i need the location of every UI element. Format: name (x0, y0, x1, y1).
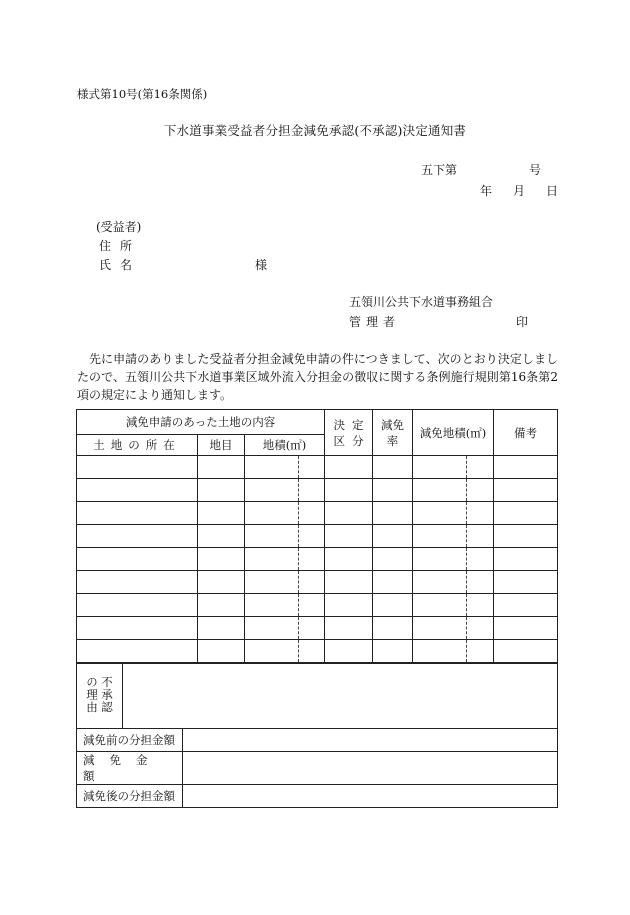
exempt-area-cell[interactable] (413, 456, 467, 479)
exempt-area-decimal-cell[interactable] (467, 571, 494, 594)
exempt-area-decimal-cell[interactable] (467, 617, 494, 640)
area-decimal-cell[interactable] (299, 502, 325, 525)
document-title: 下水道事業受益者分担金減免承認(不承認)決定通知書 (163, 123, 467, 138)
area-decimal-cell[interactable] (299, 525, 325, 548)
exempt-area-cell[interactable] (413, 617, 467, 640)
area-cell[interactable] (245, 594, 299, 617)
area-cell[interactable] (245, 525, 299, 548)
area-header: 地積(㎡) (245, 435, 325, 456)
rate-cell[interactable] (373, 479, 413, 502)
land-type-cell[interactable] (198, 594, 245, 617)
location-cell[interactable] (77, 594, 198, 617)
land-type-cell[interactable] (198, 502, 245, 525)
area-cell[interactable] (245, 479, 299, 502)
exempt-area-cell[interactable] (413, 502, 467, 525)
sender-organization: 五領川公共下水道事務組合 (349, 295, 494, 309)
location-cell[interactable] (77, 456, 198, 479)
exempt-area-decimal-cell[interactable] (467, 594, 494, 617)
location-cell[interactable] (77, 617, 198, 640)
exempt-area-cell[interactable] (413, 640, 467, 663)
seal-mark: 印 (516, 315, 529, 329)
table-row (77, 479, 558, 502)
decision-cell[interactable] (325, 640, 373, 663)
decision-cell[interactable] (325, 456, 373, 479)
rejection-reason-field[interactable] (123, 664, 558, 729)
remarks-cell[interactable] (494, 594, 558, 617)
remarks-cell[interactable] (494, 456, 558, 479)
exempt-area-cell[interactable] (413, 594, 467, 617)
remarks-cell[interactable] (494, 548, 558, 571)
amount-before-label: 減免前の分担金額 (77, 729, 183, 752)
table-row (77, 571, 558, 594)
remarks-cell[interactable] (494, 525, 558, 548)
honorific-sama: 様 (255, 258, 268, 272)
exempt-area-decimal-cell[interactable] (467, 640, 494, 663)
exempt-amount-label: 減免金額 (77, 752, 183, 785)
area-cell[interactable] (245, 617, 299, 640)
decision-cell[interactable] (325, 594, 373, 617)
reason-label-col1: 不承認 (100, 675, 114, 714)
land-type-cell[interactable] (198, 479, 245, 502)
rate-cell[interactable] (373, 456, 413, 479)
decision-cell[interactable] (325, 525, 373, 548)
rate-cell[interactable] (373, 594, 413, 617)
table-row (77, 548, 558, 571)
land-type-cell[interactable] (198, 617, 245, 640)
area-cell[interactable] (245, 502, 299, 525)
location-cell[interactable] (77, 502, 198, 525)
exempt-area-decimal-cell[interactable] (467, 525, 494, 548)
reason-amount-table (76, 663, 558, 808)
recipient-label: (受益者) (96, 220, 142, 234)
date-month: 月 (513, 184, 526, 198)
area-decimal-cell[interactable] (299, 456, 325, 479)
location-cell[interactable] (77, 525, 198, 548)
notice-body: 先に申請のありました受益者分担金減免申請の件につきまして、次のとおり決定しましたので、五領川公共下水道事業区域外流入分担金の徴収に関する条例施行規則第16条第2項の規定により通知します。 (77, 352, 558, 402)
exempt-area-cell[interactable] (413, 571, 467, 594)
remarks-cell[interactable] (494, 571, 558, 594)
table-row (77, 617, 558, 640)
rate-cell[interactable] (373, 640, 413, 663)
location-cell[interactable] (77, 548, 198, 571)
decision-cell[interactable] (325, 617, 373, 640)
land-type-header: 地目 (198, 435, 245, 456)
exempt-area-cell[interactable] (413, 479, 467, 502)
land-type-cell[interactable] (198, 548, 245, 571)
name-label: 氏名 (99, 258, 142, 272)
date-year: 年 (480, 184, 493, 198)
exempt-area-decimal-cell[interactable] (467, 456, 494, 479)
reason-label-col2: の理由 (85, 675, 99, 714)
exempt-area-cell[interactable] (413, 525, 467, 548)
document-number-prefix: 五下第 (421, 163, 458, 177)
rejection-reason-label (77, 664, 123, 729)
form-number: 様式第10号(第16条関係) (77, 87, 208, 101)
table-row (77, 456, 558, 479)
rate-cell[interactable] (373, 571, 413, 594)
location-cell[interactable] (77, 479, 198, 502)
land-type-cell[interactable] (198, 571, 245, 594)
rate-header: 減免 率 (373, 410, 413, 456)
area-decimal-cell[interactable] (299, 594, 325, 617)
decision-header: 決定 区分 (325, 410, 373, 456)
remarks-cell[interactable] (494, 617, 558, 640)
location-cell[interactable] (77, 571, 198, 594)
area-cell[interactable] (245, 456, 299, 479)
location-cell[interactable] (77, 640, 198, 663)
land-type-cell[interactable] (198, 525, 245, 548)
document-date (444, 182, 558, 199)
document-number-suffix: 号 (529, 163, 542, 177)
rate-cell[interactable] (373, 548, 413, 571)
exempt-area-header: 減免地積(㎡) (413, 410, 494, 456)
area-decimal-cell[interactable] (299, 571, 325, 594)
table-row (77, 640, 558, 663)
location-header: 土地の所在 (77, 435, 198, 456)
remarks-cell[interactable] (494, 502, 558, 525)
area-decimal-cell[interactable] (299, 617, 325, 640)
remarks-cell[interactable] (494, 479, 558, 502)
amount-after-label: 減免後の分担金額 (77, 785, 183, 808)
rate-cell[interactable] (373, 617, 413, 640)
rate-cell[interactable] (373, 525, 413, 548)
exempt-amount-field[interactable] (183, 752, 558, 785)
address-label: 住所 (99, 239, 142, 253)
land-type-cell[interactable] (198, 456, 245, 479)
decision-cell[interactable] (325, 502, 373, 525)
decision-cell[interactable] (325, 479, 373, 502)
table-row (77, 525, 558, 548)
exempt-area-cell[interactable] (413, 548, 467, 571)
area-decimal-cell[interactable] (299, 479, 325, 502)
area-decimal-cell[interactable] (299, 640, 325, 663)
area-cell[interactable] (245, 640, 299, 663)
decision-cell[interactable] (325, 571, 373, 594)
sender-administrator: 管理者 (349, 315, 401, 329)
remarks-header: 備考 (494, 410, 558, 456)
document-number (421, 161, 541, 178)
amount-after-field[interactable] (183, 785, 558, 808)
remarks-cell[interactable] (494, 640, 558, 663)
area-cell[interactable] (245, 571, 299, 594)
group-header: 減免申請のあった土地の内容 (77, 410, 325, 435)
exempt-area-decimal-cell[interactable] (467, 548, 494, 571)
land-type-cell[interactable] (198, 640, 245, 663)
exempt-area-decimal-cell[interactable] (467, 479, 494, 502)
decision-cell[interactable] (325, 548, 373, 571)
area-cell[interactable] (245, 548, 299, 571)
table-row (77, 594, 558, 617)
table-row (77, 502, 558, 525)
exempt-area-decimal-cell[interactable] (467, 502, 494, 525)
area-decimal-cell[interactable] (299, 548, 325, 571)
rate-cell[interactable] (373, 502, 413, 525)
date-day: 日 (546, 184, 559, 198)
amount-before-field[interactable] (183, 729, 558, 752)
land-details-table (76, 409, 558, 663)
